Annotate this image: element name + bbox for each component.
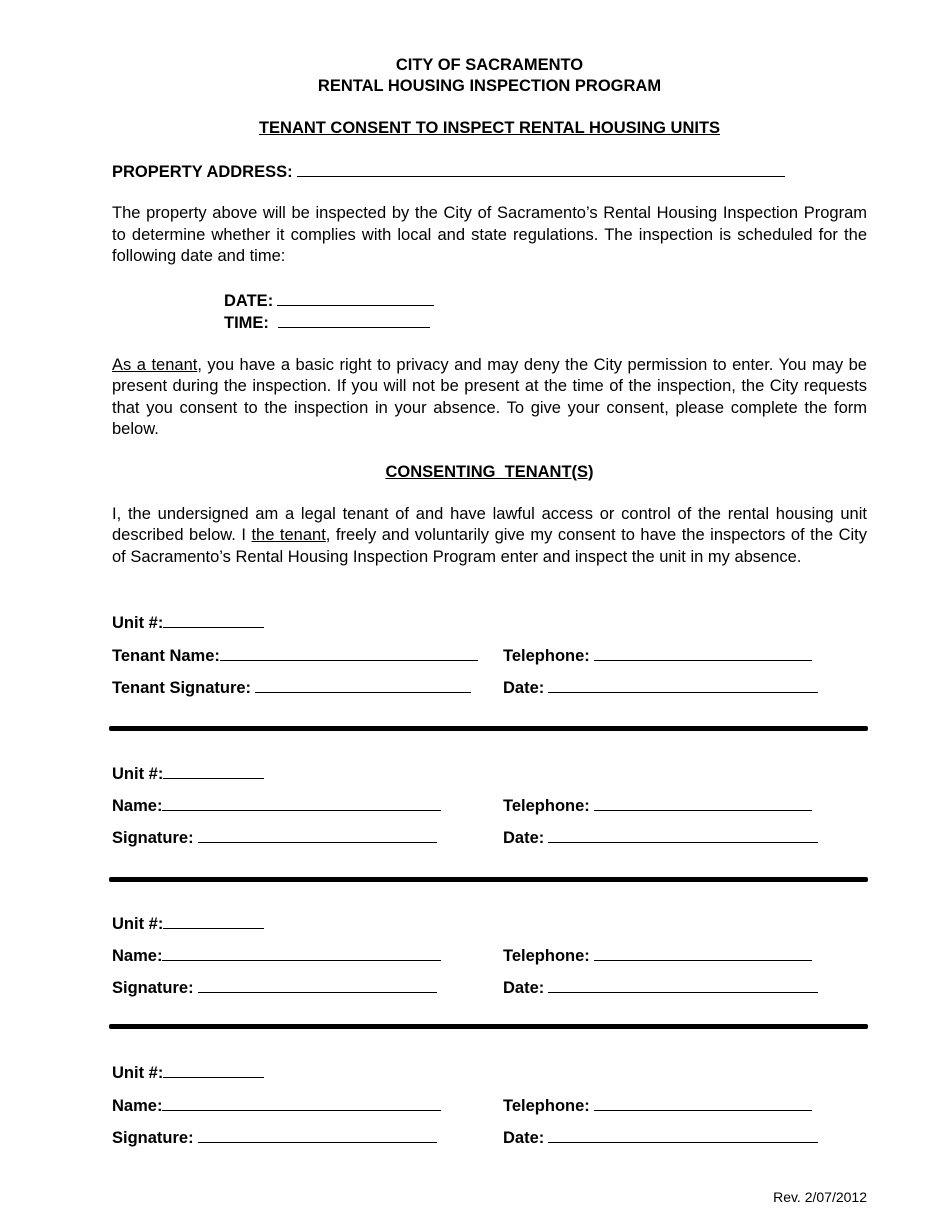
- consent-part2: , freely and voluntarily give my consent to have the inspectors of the City of Sacramento’s Rental Housing Inspection Program enter and inspect the unit in my absence.: [112, 526, 867, 566]
- telephone-row-2: [503, 794, 812, 816]
- unit-row-2: [112, 762, 264, 784]
- date-row-1: [503, 676, 818, 698]
- header-program: RENTAL HOUSING INSPECTION PROGRAM: [317, 77, 662, 95]
- name-field[interactable]: [162, 794, 441, 811]
- name-field[interactable]: [162, 944, 441, 961]
- name-field[interactable]: [162, 1094, 441, 1111]
- name-row-4: [112, 1094, 441, 1116]
- date-field[interactable]: [277, 289, 434, 306]
- date-label: Date:: [503, 1129, 545, 1147]
- signature-row-2: [112, 826, 437, 848]
- telephone-field[interactable]: [594, 944, 812, 961]
- rights-paragraph: [112, 355, 867, 441]
- tenant-name-field[interactable]: [220, 644, 478, 661]
- date-row-2: [503, 826, 818, 848]
- telephone-row-4: [503, 1094, 812, 1116]
- unit-row-3: [112, 912, 264, 934]
- date-field[interactable]: [548, 826, 818, 843]
- time-row: [224, 311, 867, 333]
- telephone-label: Telephone:: [503, 797, 590, 815]
- telephone-field[interactable]: [594, 1094, 812, 1111]
- date-field[interactable]: [548, 676, 818, 693]
- telephone-label: Telephone:: [503, 1097, 590, 1115]
- name-label: Name:: [112, 1097, 163, 1115]
- signature-field[interactable]: [198, 976, 437, 993]
- unit-row-1: [112, 611, 264, 633]
- date-row: [224, 289, 867, 311]
- header-city: CITY OF SACRAMENTO: [395, 56, 584, 74]
- tenant-name-row: [112, 644, 478, 666]
- rights-lead: As a tenant: [112, 355, 198, 374]
- signature-field[interactable]: [198, 1126, 437, 1143]
- unit-field[interactable]: [163, 912, 264, 929]
- signature-label: Signature:: [112, 1129, 194, 1147]
- form-title: TENANT CONSENT TO INSPECT RENTAL HOUSING UNITS: [258, 119, 721, 137]
- unit-field[interactable]: [163, 1061, 264, 1078]
- signature-label: Signature:: [112, 829, 194, 847]
- time-field[interactable]: [278, 311, 430, 328]
- date-label: Date:: [503, 829, 545, 847]
- date-row-4: [503, 1126, 818, 1148]
- telephone-field[interactable]: [594, 644, 812, 661]
- section-divider: [109, 1024, 868, 1029]
- property-address-label: PROPERTY ADDRESS:: [112, 163, 293, 181]
- unit-row-4: [112, 1061, 264, 1083]
- date-field[interactable]: [548, 976, 818, 993]
- name-label: Name:: [112, 947, 163, 965]
- date-field[interactable]: [548, 1126, 818, 1143]
- unit-field[interactable]: [163, 611, 264, 628]
- consent-part1: I, the undersigned am a legal tenant of and have lawful access or control of the rental housing unit described below. I: [112, 504, 867, 544]
- consent-underlined: the tenant: [251, 526, 326, 544]
- section-divider: [109, 726, 868, 731]
- signature-row-3: [112, 976, 437, 998]
- tenant-signature-row: [112, 676, 471, 698]
- intro-paragraph: The property above will be inspected by the City of Sacramento’s Rental Housing Inspection Program to determine whether it complies with local and state regulations. The inspection is scheduled for the following date and time:: [112, 204, 867, 265]
- name-row-3: [112, 944, 441, 966]
- unit-label: Unit #:: [112, 614, 164, 632]
- name-label: Name:: [112, 797, 163, 815]
- telephone-row-1: [503, 644, 812, 666]
- consent-paragraph: [112, 504, 867, 569]
- signature-row-4: [112, 1126, 437, 1148]
- date-label: Date:: [503, 979, 545, 997]
- section-divider: [109, 877, 868, 882]
- unit-label: Unit #:: [112, 1064, 164, 1082]
- date-label: Date:: [503, 679, 545, 697]
- signature-field[interactable]: [198, 826, 437, 843]
- tenant-signature-label: Tenant Signature:: [112, 679, 252, 697]
- telephone-field[interactable]: [594, 794, 812, 811]
- property-address-row: [112, 160, 867, 182]
- tenant-name-label: Tenant Name:: [112, 647, 220, 665]
- revision-footer: Rev. 2/07/2012: [773, 1189, 867, 1205]
- property-address-field[interactable]: [297, 160, 785, 177]
- consenting-tenants-heading: CONSENTING TENANT(S): [385, 462, 594, 481]
- rights-text: , you have a basic right to privacy and may deny the City permission to enter. You may be present during the inspection. If you will not be present at the time of the inspection, the City requests that you consent to the inspection in your absence. To give your consent, please complete the form below.: [112, 355, 867, 438]
- telephone-row-3: [503, 944, 812, 966]
- unit-label: Unit #:: [112, 765, 164, 783]
- date-row-3: [503, 976, 818, 998]
- date-label: DATE:: [224, 291, 274, 310]
- telephone-label: Telephone:: [503, 947, 590, 965]
- time-label: TIME:: [224, 313, 269, 332]
- tenant-signature-field[interactable]: [255, 676, 471, 693]
- signature-label: Signature:: [112, 979, 194, 997]
- telephone-label: Telephone:: [503, 647, 590, 665]
- unit-field[interactable]: [163, 762, 264, 779]
- schedule-block: [224, 289, 867, 333]
- unit-label: Unit #:: [112, 915, 164, 933]
- form-page: [112, 55, 867, 568]
- name-row-2: [112, 794, 441, 816]
